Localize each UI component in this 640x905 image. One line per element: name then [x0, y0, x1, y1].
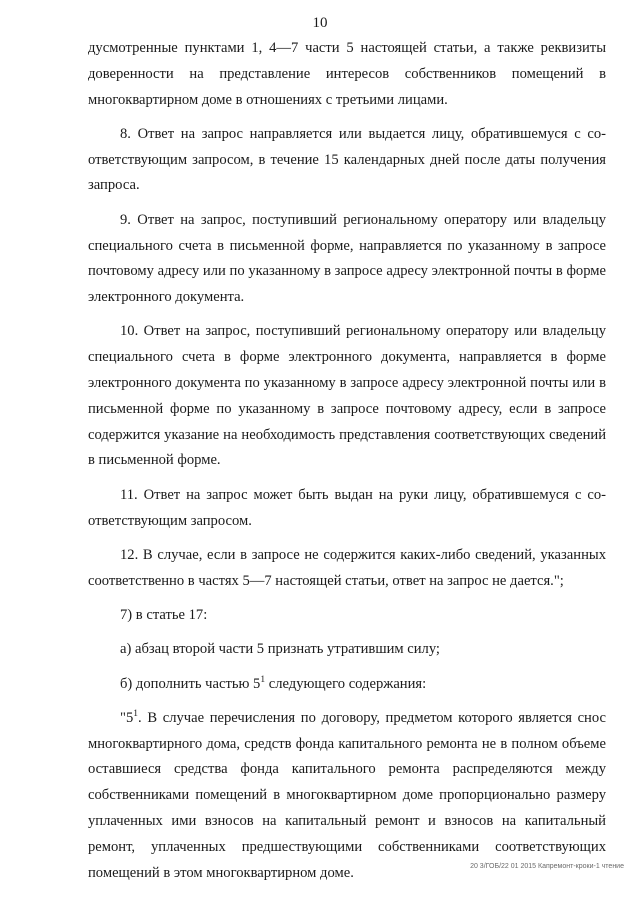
list-item-7: 7) в статье 17:: [120, 606, 208, 623]
footer-document-code: 20 3/ГОБ/22 01 2015 Капремонт-кроки-1 чтение: [470, 863, 624, 870]
quote-text: . В случае перечисления по договору, предметом которого является снос многоквартирного дома, средств фонда капитального ремонта не в полном объеме оставшиеся средства фонда капитального ремонта распределяются между собственниками помещений в многоквартирном доме пропорционально размеру уплаченных ими взносов на капитальный ремонт и взносов на капитальный ремонт, уплаченных предшествующими собственниками соответствующих помещений в этом многоквартирном доме.: [88, 709, 606, 881]
paragraph-11: 11. Ответ на запрос может быть выдан на руки лицу, обратившемуся с соответствующим запросом.: [88, 486, 606, 529]
paragraph-10: 10. Ответ на запрос, поступивший региональному оператору или владельцу специального счета в форме электронного документа, направляется в форме электронного документа по указанному в запросе адресу электронной почты или в письменной форме по указанному в запросе почтовому адресу, если в запросе содержится указание на необходимость представления соответствующих сведений в письменной форме.: [88, 323, 606, 469]
paragraph-intro: дусмотренные пунктами 1, 4—7 части 5 настоящей статьи, а также реквизиты доверенности на представление интересов собственников помещений в многоквартирном доме в отношениях с третьими лицами.: [88, 40, 606, 108]
document-body: [88, 36, 606, 895]
paragraph-9: 9. Ответ на запрос, поступивший региональному оператору или владельцу специального счета в письменной форме, направляется по указанному в запросе почтовому адресу или по указанному в запросе адресу электронной почты в форме электронного документа.: [88, 211, 606, 306]
list-item-b: [88, 672, 606, 698]
list-item-b-text-end: следующего содержания:: [265, 675, 427, 692]
superscript: 1: [260, 674, 266, 685]
paragraph-8: 8. Ответ на запрос направляется или выдается лицу, обратившемуся с соответствующим запросом, в течение 15 календарных дней после даты получения запроса.: [88, 125, 606, 194]
quote-number: "5: [120, 709, 134, 726]
superscript: 1: [133, 708, 139, 719]
list-item-b-text: б) дополнить частью 5: [120, 675, 261, 692]
page-number: 10: [312, 15, 328, 31]
paragraph-12: 12. В случае, если в запросе не содержится каких-либо сведений, указанных соответственно в частях 5—7 настоящей статьи, ответ на запрос не дается.";: [88, 546, 606, 589]
list-item-a: а) абзац второй части 5 признать утратившим силу;: [120, 641, 440, 658]
quoted-part-5-1: [88, 706, 606, 887]
